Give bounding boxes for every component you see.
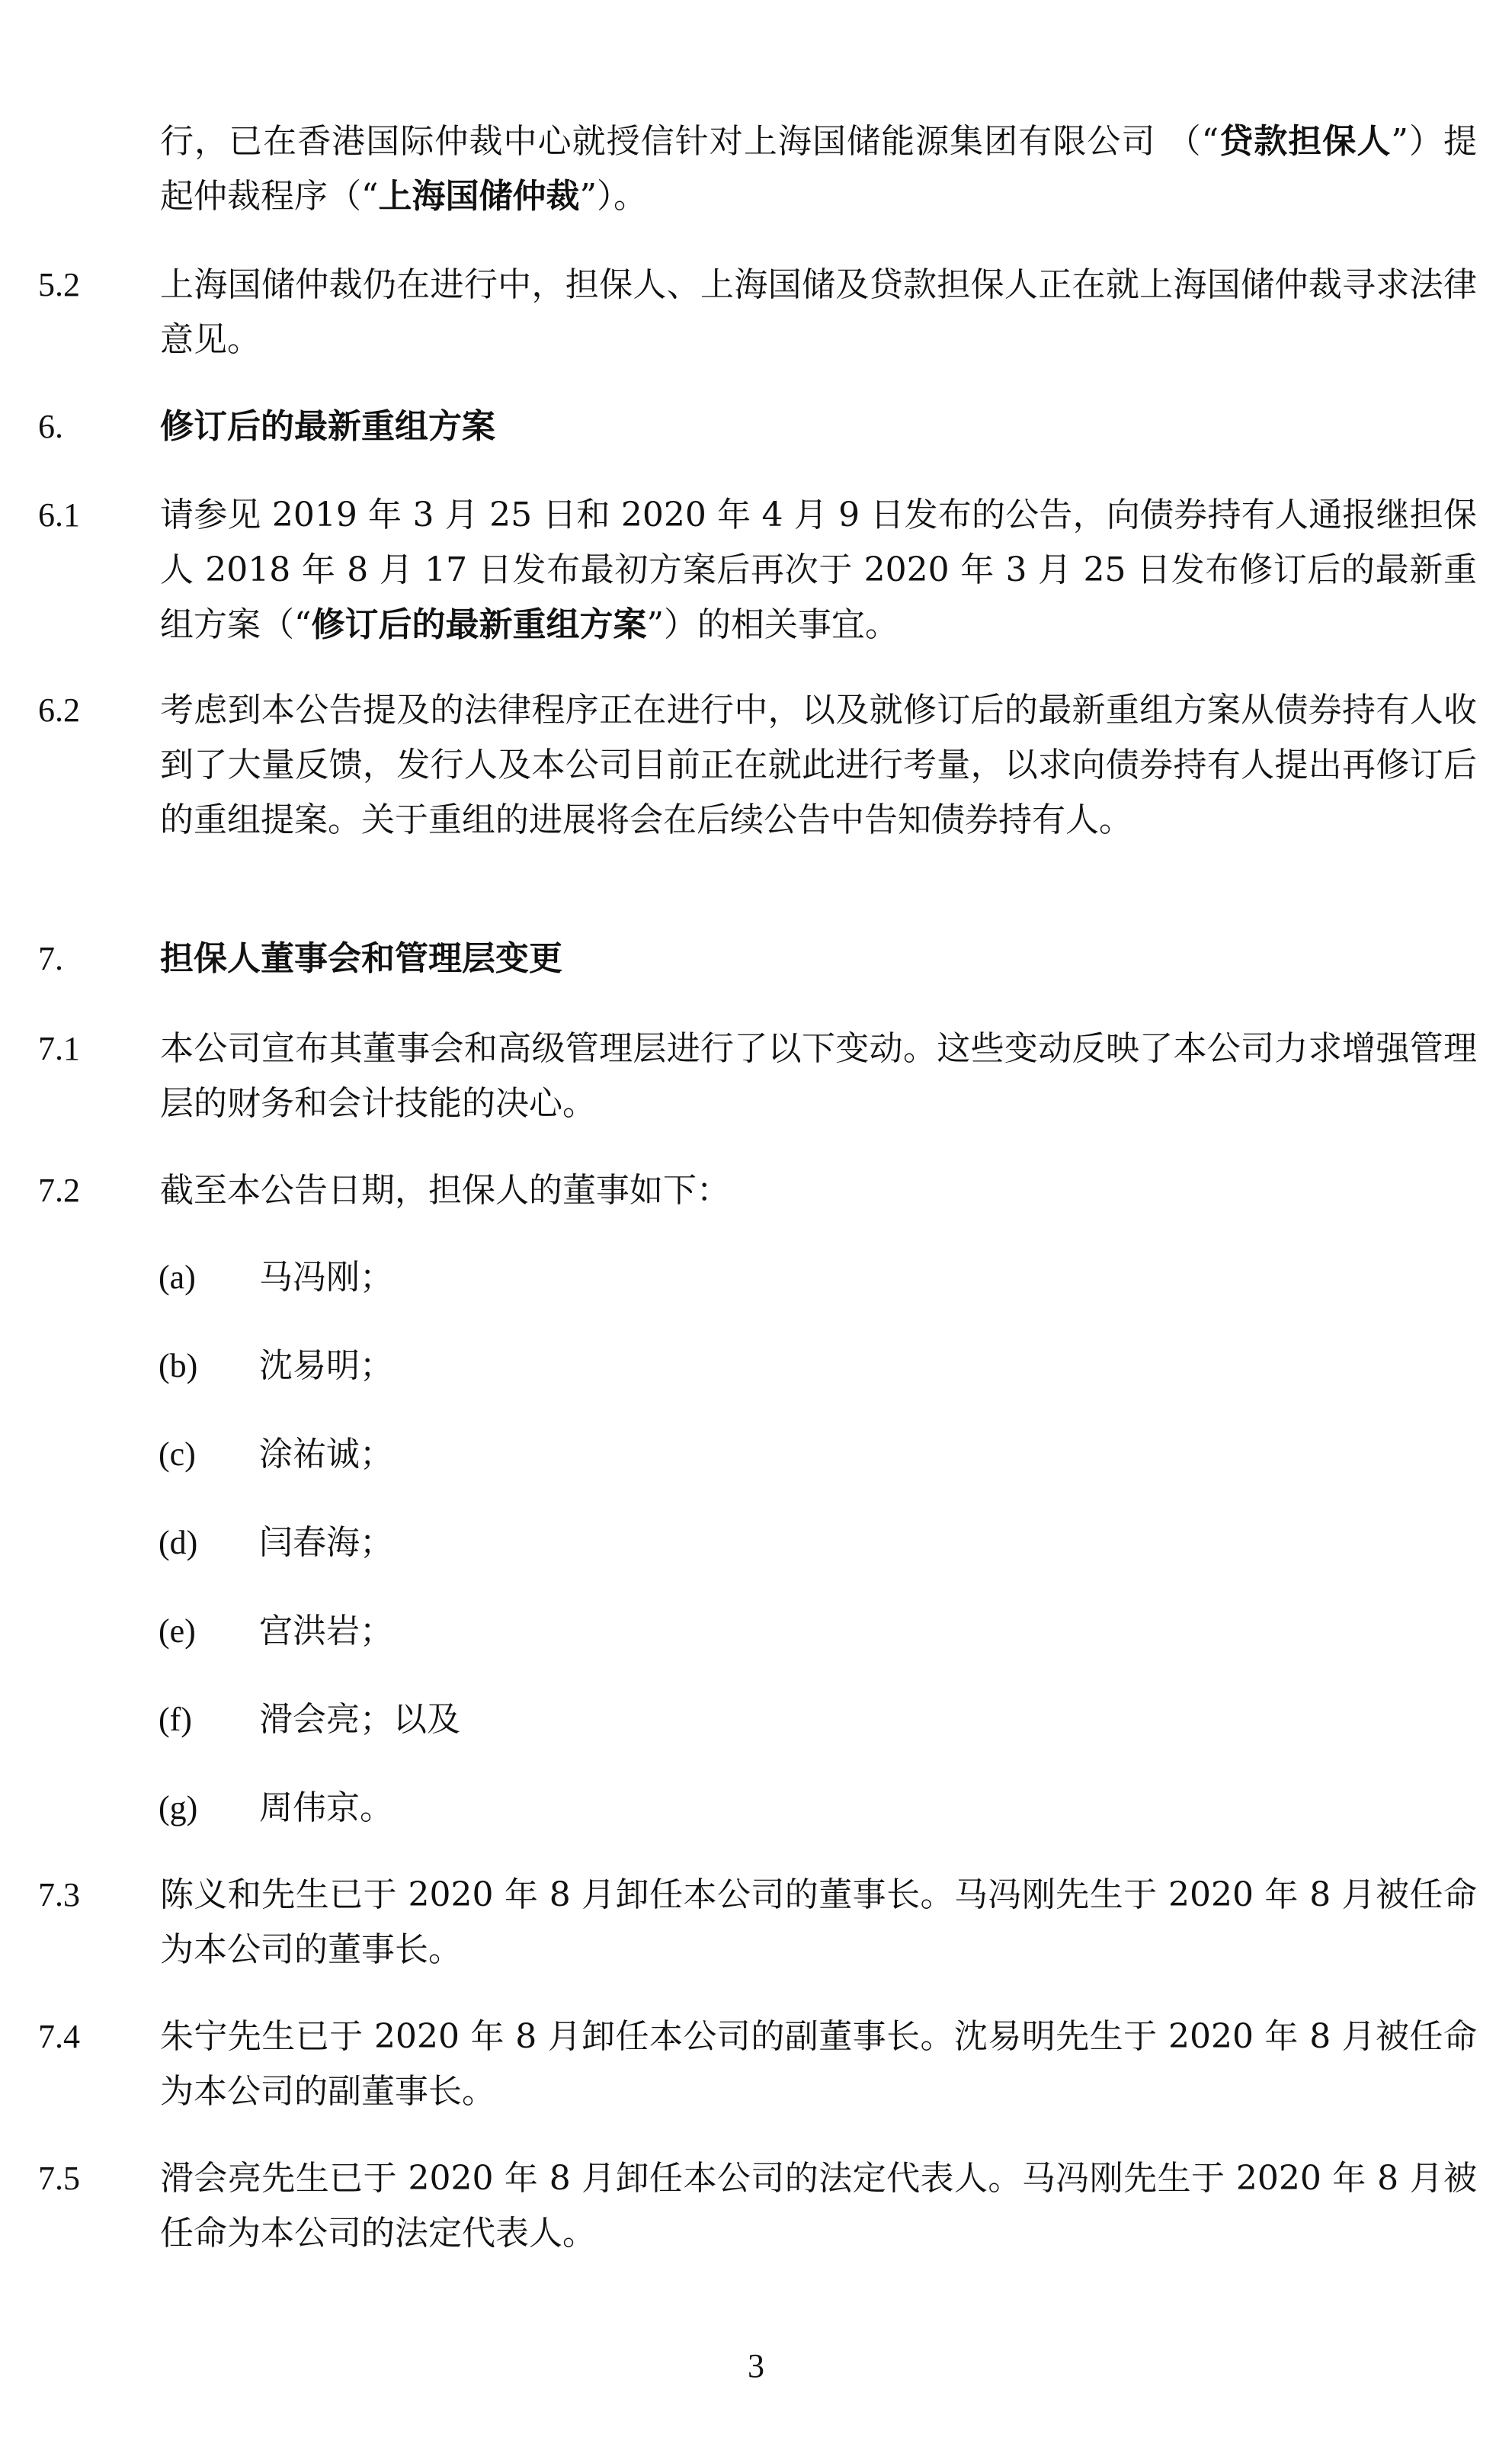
section-7-4-text: 朱宁先生已于 2020 年 8 月卸任本公司的副董事长。沈易明先生于 2020 年 8 月被任命为本公司的副董事长。 (160, 2017, 1477, 2111)
section-number-7-2: 7.2 (38, 1172, 80, 1209)
section-6-1-text-before: 请参见 2019 年 3 月 25 日和 2020 年 4 月 9 日发布的公告，向债券持有人通报继担保人 2018 年 8 月 17 日发布最初方案后再次于 2020 年 3 月 25 日发布修订后的最新重组方案（“ (160, 496, 1477, 644)
director-label-e: (e) (159, 1612, 196, 1650)
section-7-2-text: 截至本公告日期，担保人的董事如下： (160, 1171, 730, 1210)
director-name-c: 涂祐诚； (259, 1435, 393, 1474)
director-name-a: 马冯刚； (259, 1258, 393, 1297)
director-label-a: (a) (159, 1259, 196, 1296)
page-number: 3 (748, 2347, 764, 2385)
section-number-6: 6. (38, 408, 63, 445)
section-number-6-2: 6.2 (38, 691, 80, 729)
section-number-7: 7. (38, 940, 63, 977)
section-6-heading: 修订后的最新重组方案 (160, 407, 495, 446)
section-7-3-text: 陈义和先生已于 2020 年 8 月卸任本公司的董事长。马冯刚先生于 2020 年 8 月被任命为本公司的董事长。 (160, 1875, 1477, 1969)
director-label-b: (b) (159, 1347, 198, 1384)
director-name-b: 沈易明； (259, 1346, 393, 1385)
section-number-7-1: 7.1 (38, 1030, 80, 1067)
section-number-7-4: 7.4 (38, 2018, 80, 2055)
director-label-d: (d) (159, 1524, 198, 1561)
intro-text-2: ”）提起仲裁程序（“ (160, 122, 1478, 216)
section-7-1-text: 本公司宣布其董事会和高级管理层进行了以下变动。这些变动反映了本公司力求增强管理层的财务和会计技能的决心。 (160, 1029, 1477, 1123)
section-number-6-1: 6.1 (38, 496, 80, 534)
section-number-5-2: 5.2 (38, 266, 80, 303)
director-label-f: (f) (159, 1701, 192, 1738)
director-name-g: 周伟京。 (259, 1788, 393, 1827)
director-name-d: 闫春海； (259, 1523, 393, 1562)
section-7-5-text: 滑会亮先生已于 2020 年 8 月卸任本公司的法定代表人。马冯刚先生于 2020 年 8 月被任命为本公司的法定代表人。 (160, 2159, 1477, 2253)
section-number-7-3: 7.3 (38, 1876, 80, 1913)
section-6-1-bold-term: 修订后的最新重组方案 (311, 605, 647, 644)
section-5-2-text: 上海国储仲裁仍在进行中，担保人、上海国储及贷款担保人正在就上海国储仲裁寻求法律意见。 (160, 265, 1477, 359)
director-name-e: 宫洪岩； (259, 1612, 393, 1650)
director-label-c: (c) (159, 1435, 196, 1473)
section-7-heading: 担保人董事会和管理层变更 (160, 939, 562, 978)
intro-paragraph (160, 114, 1477, 224)
intro-bold-term-1: 贷款担保人 (1219, 122, 1392, 161)
intro-text-1: 行，已在香港国际仲裁中心就授信针对上海国储能源集团有限公司 （“ (160, 122, 1219, 161)
director-name-f: 滑会亮；以及 (259, 1700, 460, 1739)
section-6-1-text-after: ”）的相关事宜。 (646, 605, 899, 644)
intro-text-3: ”）。 (579, 177, 647, 216)
intro-bold-term-2: 上海国储仲裁 (378, 177, 580, 216)
section-number-7-5: 7.5 (38, 2160, 80, 2197)
director-label-g: (g) (159, 1789, 198, 1827)
section-6-2-text: 考虑到本公告提及的法律程序正在进行中，以及就修订后的最新重组方案从债券持有人收到了大量反馈，发行人及本公司目前正在就此进行考量，以求向债券持有人提出再修订后的重组提案。关于重组的进展将会在后续公告中告知债券持有人。 (160, 691, 1477, 839)
section-6-1-text (160, 488, 1477, 653)
